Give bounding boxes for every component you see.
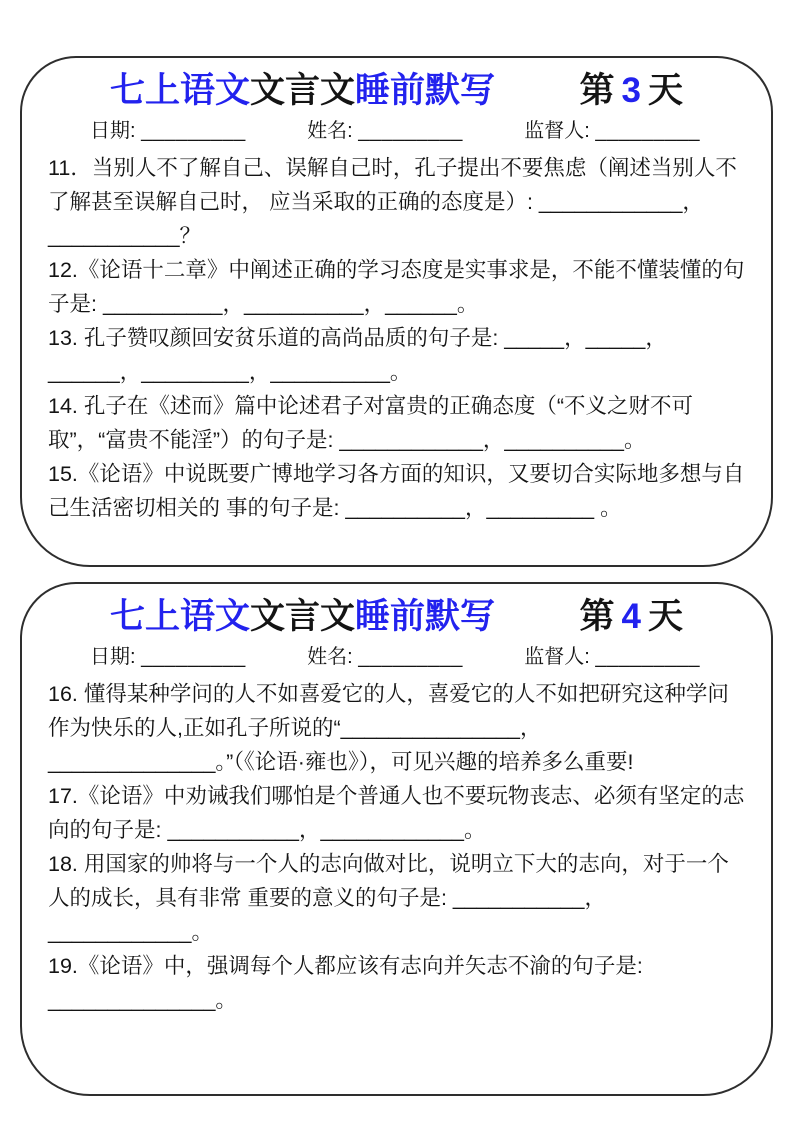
supervisor-label: 监督人: bbox=[524, 120, 590, 142]
day-number: 4 bbox=[621, 597, 641, 636]
name-label: 姓名: bbox=[307, 646, 353, 668]
name-field bbox=[307, 643, 463, 671]
question-18: 18. 用国家的帅将与一个人的志向做对比，说明立下大的志向，对于一个人的成长，具有非常 重要的意义的句子是: ___________，____________。 bbox=[48, 852, 729, 944]
date-field bbox=[90, 643, 246, 671]
day-suffix: 天 bbox=[647, 597, 683, 636]
card-header-day3 bbox=[48, 68, 745, 114]
supervisor-blank-line[interactable]: _________ bbox=[595, 646, 700, 668]
day-number: 3 bbox=[621, 71, 641, 110]
card-header-day4 bbox=[48, 594, 745, 640]
supervisor-field bbox=[524, 643, 700, 671]
meta-row bbox=[48, 643, 745, 671]
question-15: 15.《论语》中说既要广博地学习各方面的知识，又要切合实际地多想与自己生活密切相关的 事的句子是: __________，_________ 。 bbox=[48, 462, 745, 520]
page-title bbox=[110, 594, 495, 640]
name-label: 姓名: bbox=[307, 120, 353, 142]
date-blank-line[interactable]: _________ bbox=[141, 646, 246, 668]
day-badge bbox=[580, 594, 684, 640]
day-prefix: 第 bbox=[579, 71, 615, 110]
date-label: 日期: bbox=[90, 120, 136, 142]
title-topic: 睡前默写 bbox=[355, 71, 496, 110]
question-17: 17.《论语》中劝诫我们哪怕是个普通人也不要玩物丧志、必须有坚定的志向的句子是: ___________，____________。 bbox=[48, 784, 745, 842]
day-prefix: 第 bbox=[579, 597, 615, 636]
title-course: 七上语文 bbox=[110, 597, 251, 636]
title-course: 七上语文 bbox=[110, 71, 251, 110]
title-subject: 文言文 bbox=[250, 597, 356, 636]
supervisor-label: 监督人: bbox=[524, 646, 590, 668]
title-subject: 文言文 bbox=[250, 71, 356, 110]
name-blank-line[interactable]: _________ bbox=[358, 646, 463, 668]
supervisor-blank-line[interactable]: _________ bbox=[595, 120, 700, 142]
question-list-day4 bbox=[48, 677, 745, 1017]
question-14: 14. 孔子在《述而》篇中论述君子对富贵的正确态度（“不义之财不可取”，“富贵不能淫”）的句子是: ____________，__________。 bbox=[48, 394, 694, 452]
title-topic: 睡前默写 bbox=[355, 597, 496, 636]
page-title bbox=[110, 68, 495, 114]
supervisor-field bbox=[524, 117, 700, 145]
meta-row bbox=[48, 117, 745, 145]
question-11: 11．当别人不了解自己、误解自己时，孔子提出不要焦虑（阐述当别人不了解甚至误解自己时， 应当采取的正确的态度是）: ____________， ___________？ bbox=[48, 156, 737, 248]
question-13: 13. 孔子赞叹颜回安贫乐道的高尚品质的句子是: _____，_____，______，_________，__________。 bbox=[48, 326, 667, 384]
date-label: 日期: bbox=[90, 646, 136, 668]
date-field bbox=[90, 117, 246, 145]
worksheet-card-day3 bbox=[20, 56, 773, 567]
name-field bbox=[307, 117, 463, 145]
day-badge bbox=[580, 68, 684, 114]
worksheet-card-day4 bbox=[20, 582, 773, 1096]
question-16: 16. 懂得某种学问的人不如喜爱它的人，喜爱它的人不如把研究这种学问作为快乐的人,正如孔子所说的“_______________，______________。”（《论语·雍也》），可见兴趣的培养多么重要! bbox=[48, 682, 729, 774]
question-12: 12.《论语十二章》中阐述正确的学习态度是实事求是，不能不懂装懂的句子是: __________，__________，______。 bbox=[48, 258, 745, 316]
day-suffix: 天 bbox=[647, 71, 683, 110]
question-list-day3 bbox=[48, 151, 745, 525]
question-19: 19.《论语》中，强调每个人都应该有志向并矢志不渝的句子是: ______________。 bbox=[48, 954, 643, 1012]
name-blank-line[interactable]: _________ bbox=[358, 120, 463, 142]
date-blank-line[interactable]: _________ bbox=[141, 120, 246, 142]
